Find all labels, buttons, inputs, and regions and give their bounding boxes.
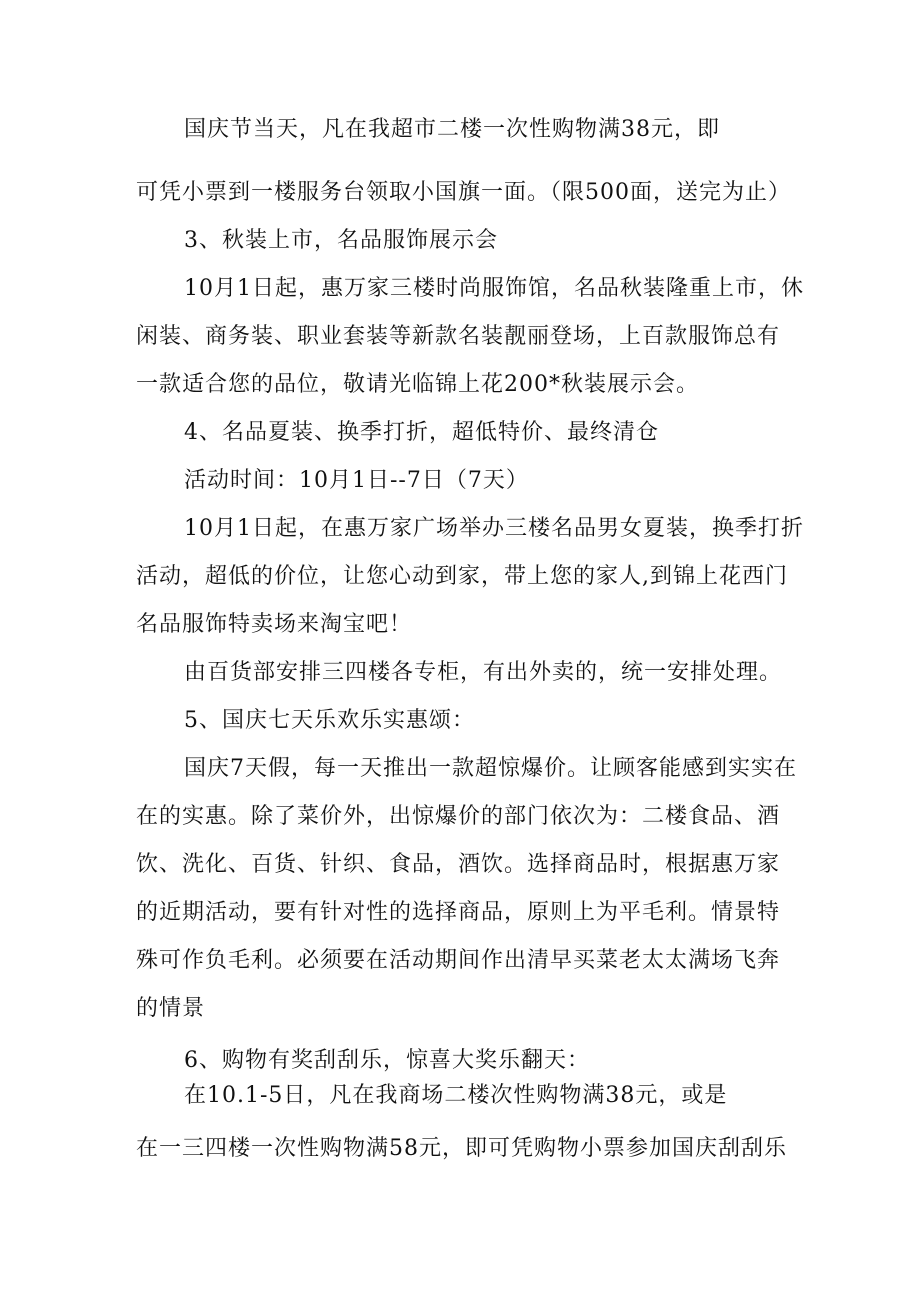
section-heading-6: 6、购物有奖刮刮乐，惊喜大奖乐翻天： <box>184 1048 590 1073</box>
paragraph-line: 可凭小票到一楼服务台领取小国旗一面。（限500面，送完为止） <box>136 180 791 205</box>
paragraph-line: 活动，超低的价位，让您心动到家，带上您的家人,到锦上花西门 <box>136 564 788 589</box>
paragraph-line: 在的实惠。除了菜价外，出惊爆价的部门依次为：二楼食品、酒 <box>136 804 781 829</box>
section-heading-3: 3、秋装上市，名品服饰展示会 <box>184 228 498 253</box>
paragraph-line: 10月1日起，在惠万家广场举办三楼名品男女夏装，换季打折 <box>184 516 804 541</box>
paragraph-line: 在10.1-5日，凡在我商场二楼次性购物满38元，或是 <box>184 1083 728 1108</box>
paragraph-line: 国庆7天假，每一天推出一款超惊爆价。让顾客能感到实实在 <box>184 756 797 781</box>
paragraph-line: 在一三四楼一次性购物满58元，即可凭购物小票参加国庆刮刮乐 <box>136 1136 787 1161</box>
section-heading-4: 4、名品夏装、换季打折，超低特价、最终清仓 <box>184 420 659 445</box>
paragraph-line: 闲装、商务装、职业套装等新款名装靓丽登场，上百款服饰总有 <box>136 324 781 349</box>
paragraph-line: 国庆节当天，凡在我超市二楼一次性购物满38元，即 <box>184 117 720 142</box>
section-heading-5: 5、国庆七天乐欢乐实惠颂： <box>184 708 475 733</box>
paragraph-line: 10月1日起，惠万家三楼时尚服饰馆，名品秋装隆重上市，休 <box>184 276 804 301</box>
paragraph-line: 殊可作负毛利。必须要在活动期间作出清早买菜老太太满场飞奔 <box>136 948 781 973</box>
activity-time: 活动时间：10月1日--7日（7天） <box>184 468 529 493</box>
paragraph-line: 一款适合您的品位，敬请光临锦上花200*秋装展示会。 <box>136 372 699 397</box>
paragraph-line: 由百货部安排三四楼各专柜，有出外卖的，统一安排处理。 <box>184 660 783 685</box>
paragraph-line: 的近期活动，要有针对性的选择商品，原则上为平毛利。情景特 <box>136 900 781 925</box>
paragraph-line: 的情景 <box>136 996 206 1021</box>
paragraph-line: 名品服饰特卖场来淘宝吧！ <box>136 612 413 637</box>
paragraph-line: 饮、洗化、百货、针织、食品，酒饮。选择商品时，根据惠万家 <box>136 852 781 877</box>
